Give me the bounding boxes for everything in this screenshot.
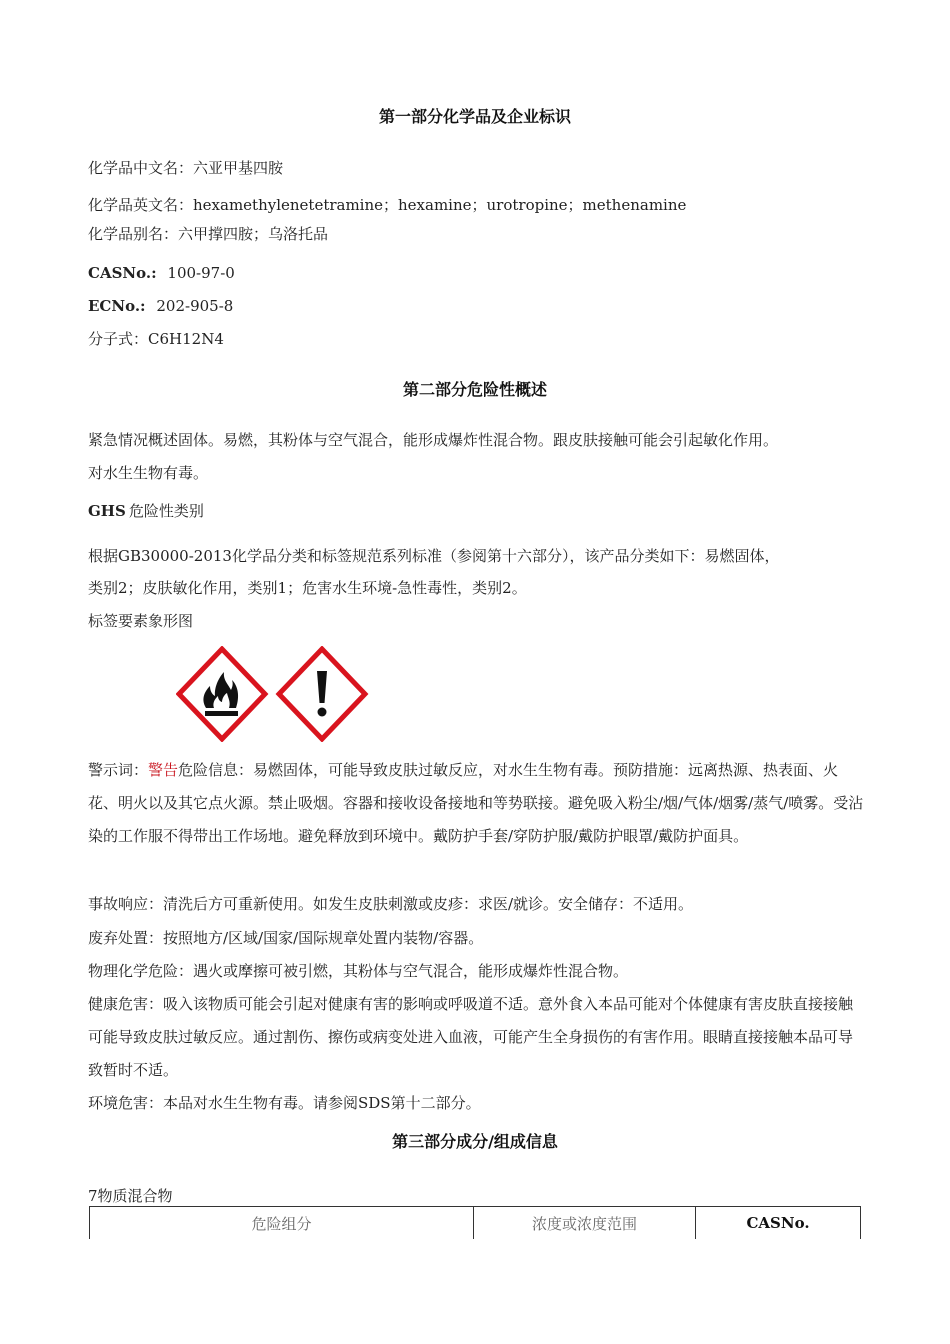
physical-hazard: 物理化学危险：遇火或摩擦可被引燃，其粉体与空气混合，能形成爆炸性混合物。 (88, 962, 629, 980)
health-hazard: 健康危害：吸入该物质可能会引起对健康有害的影响或呼吸道不适。意外食入本品可能对个体健康有害皮肤直接接触可能导致皮肤过敏反应。通过割伤、擦伤或病变处进入血液，可能产生全身损伤的有害作用。眼睛直接接触本品可导致暂时不适。 (88, 995, 854, 1079)
environmental-hazard: 环境危害：本品对水生生物有毒。请参阅SDS第十二部分。 (88, 1094, 481, 1112)
accident-response: 事故响应：清洗后方可重新使用。如发生皮肤刺激或皮疹：求医/就诊。安全储存：不适用。 (88, 895, 694, 913)
pictogram-label: 标签要素象形图 (88, 612, 194, 630)
ec-value: 202-905-8 (156, 297, 234, 315)
signal-word: 警告 (148, 761, 179, 779)
ec-label: ECNo.: (88, 297, 146, 315)
header-cas-no: CASNo. (696, 1207, 861, 1240)
chemical-cn-name: 化学品中文名：六亚甲基四胺 (88, 159, 284, 177)
signal-prefix: 警示词： (88, 761, 149, 779)
ec-number-line (88, 296, 233, 316)
classification-line1: 根据GB30000-2013化学品分类和标签规范系列标准（参阅第十六部分），该产品分类如下：易燃固体， (88, 547, 780, 565)
table-header-row (90, 1207, 861, 1240)
section1-heading: 第一部分化学品及企业标识 (378, 107, 571, 126)
cas-value: 100-97-0 (167, 264, 235, 282)
mixture-label: 7物质混合物 (88, 1187, 173, 1205)
flame-pictogram-icon (179, 649, 265, 739)
exclamation-pictogram-icon (279, 649, 365, 739)
hazard-statement (88, 754, 866, 853)
ghs-pictograms (176, 646, 370, 742)
classification-line2: 类别2；皮肤敏化作用，类别1；危害水生环境-急性毒性，类别2。 (88, 579, 527, 597)
ghs-category-label (88, 501, 204, 521)
emergency-overview-line2: 对水生生物有毒。 (88, 464, 209, 482)
header-concentration: 浓度或浓度范围 (474, 1207, 696, 1240)
composition-table (89, 1206, 861, 1239)
header-hazard-component: 危险组分 (90, 1207, 474, 1240)
chemical-en-name: 化学品英文名：hexamethylenetetramine；hexamine；urotropine；methenamine (88, 196, 687, 214)
ghs-prefix: GHS (88, 502, 126, 520)
section3-heading: 第三部分成分/组成信息 (392, 1132, 558, 1151)
molecular-formula: 分子式：C6H12N4 (88, 330, 224, 348)
section2-heading: 第二部分危险性概述 (402, 380, 547, 399)
emergency-overview-line1: 紧急情况概述固体。易燃，其粉体与空气混合，能形成爆炸性混合物。跟皮肤接触可能会引起敏化作用。 (88, 431, 779, 449)
disposal-statement: 废弃处置：按照地方/区域/国家/国际规章处置内装物/容器。 (88, 929, 484, 947)
cas-label: CASNo.: (88, 264, 157, 282)
ghs-suffix: 危险性类别 (128, 502, 204, 520)
cas-number-line (88, 263, 235, 283)
hazard-info: 危险信息：易燃固体，可能导致皮肤过敏反应，对水生生物有毒。预防措施：远离热源、热表面、火花、明火以及其它点火源。禁止吸烟。容器和接收设备接地和等势联接。避免吸入粉尘/烟/气体/烟雾/蒸气/喷雾。受沾染的工作服不得带出工作场地。避免释放到环境中。戴防护手套/穿防护服/戴防护眼罩/戴防护面具。 (88, 761, 864, 845)
chemical-alias: 化学品别名：六甲撑四胺；乌洛托品 (88, 225, 329, 243)
